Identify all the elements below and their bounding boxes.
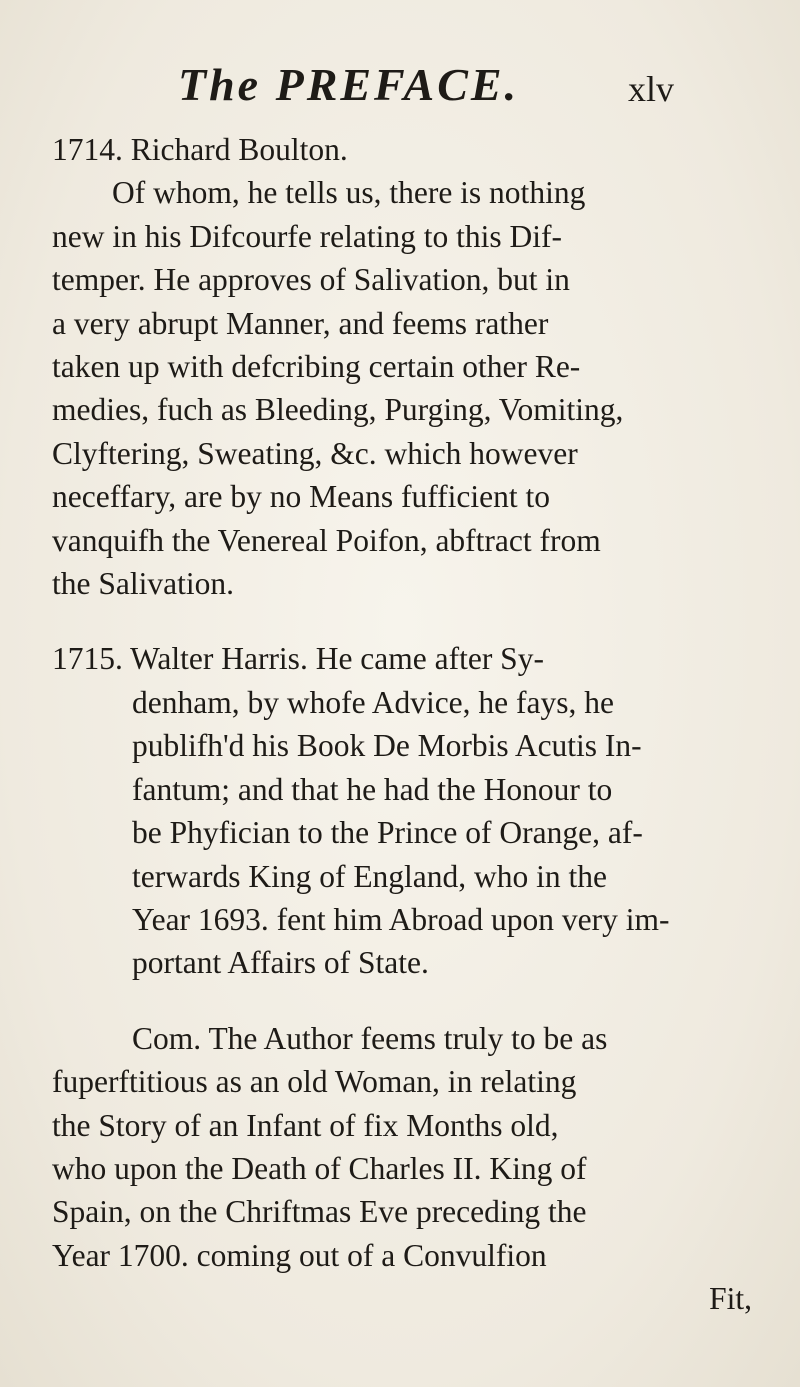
text-line: fuperftitious as an old Woman, in relating [52, 1064, 577, 1100]
text-line: medies, fuch as Bleeding, Purging, Vomiting, [52, 392, 624, 428]
text-line: the Story of an Infant of fix Months old, [52, 1107, 559, 1143]
text-line: Of whom, he tells us, there is nothing [112, 175, 586, 211]
text-line: taken up with defcribing certain other Re- [52, 349, 581, 385]
text-line: Clyftering, Sweating, &c. which however [52, 435, 578, 471]
text-line: publifh'd his Book De Morbis Acutis In- [132, 728, 642, 764]
text-line: new in his Difcourfe relating to this Dif- [52, 218, 562, 254]
text-line: Year 1693. fent him Abroad upon very im- [132, 901, 670, 937]
text-line: Spain, on the Chriftmas Eve preceding the [52, 1194, 587, 1230]
text-line: temper. He approves of Salivation, but in [52, 262, 570, 298]
text-line: neceffary, are by no Means fufficient to [52, 479, 550, 515]
text-line: Year 1700. coming out of a Convulfion [52, 1237, 547, 1273]
text-line: fantum; and that he had the Honour to [132, 771, 613, 807]
entry-boulton [52, 128, 752, 605]
text-line: Com. The Author feems truly to be as [132, 1020, 608, 1056]
text-line: a very abrupt Manner, and feems rather [52, 305, 549, 341]
text-line: 1714. Richard Boulton. [52, 132, 348, 167]
text-line: be Phyfician to the Prince of Orange, af- [132, 815, 643, 851]
text-line: who upon the Death of Charles II. King of [52, 1150, 587, 1186]
text-line: portant Affairs of State. [132, 945, 429, 981]
page-number: xlv [628, 69, 675, 109]
text-line: terwards King of England, who in the [132, 858, 608, 894]
entry-comment [52, 1017, 752, 1321]
catchword: Fit, [709, 1281, 752, 1317]
entry-harris [52, 637, 752, 984]
running-header [0, 58, 800, 118]
text-line: denham, by whofe Advice, he fays, he [132, 684, 614, 720]
running-title: The PREFACE. [178, 59, 520, 110]
text-line: 1715. Walter Harris. He came after Sy- [52, 641, 544, 677]
page-body [52, 128, 752, 1321]
text-line: vanquifh the Venereal Poifon, abftract from [52, 522, 601, 558]
text-line: the Salivation. [52, 566, 234, 602]
